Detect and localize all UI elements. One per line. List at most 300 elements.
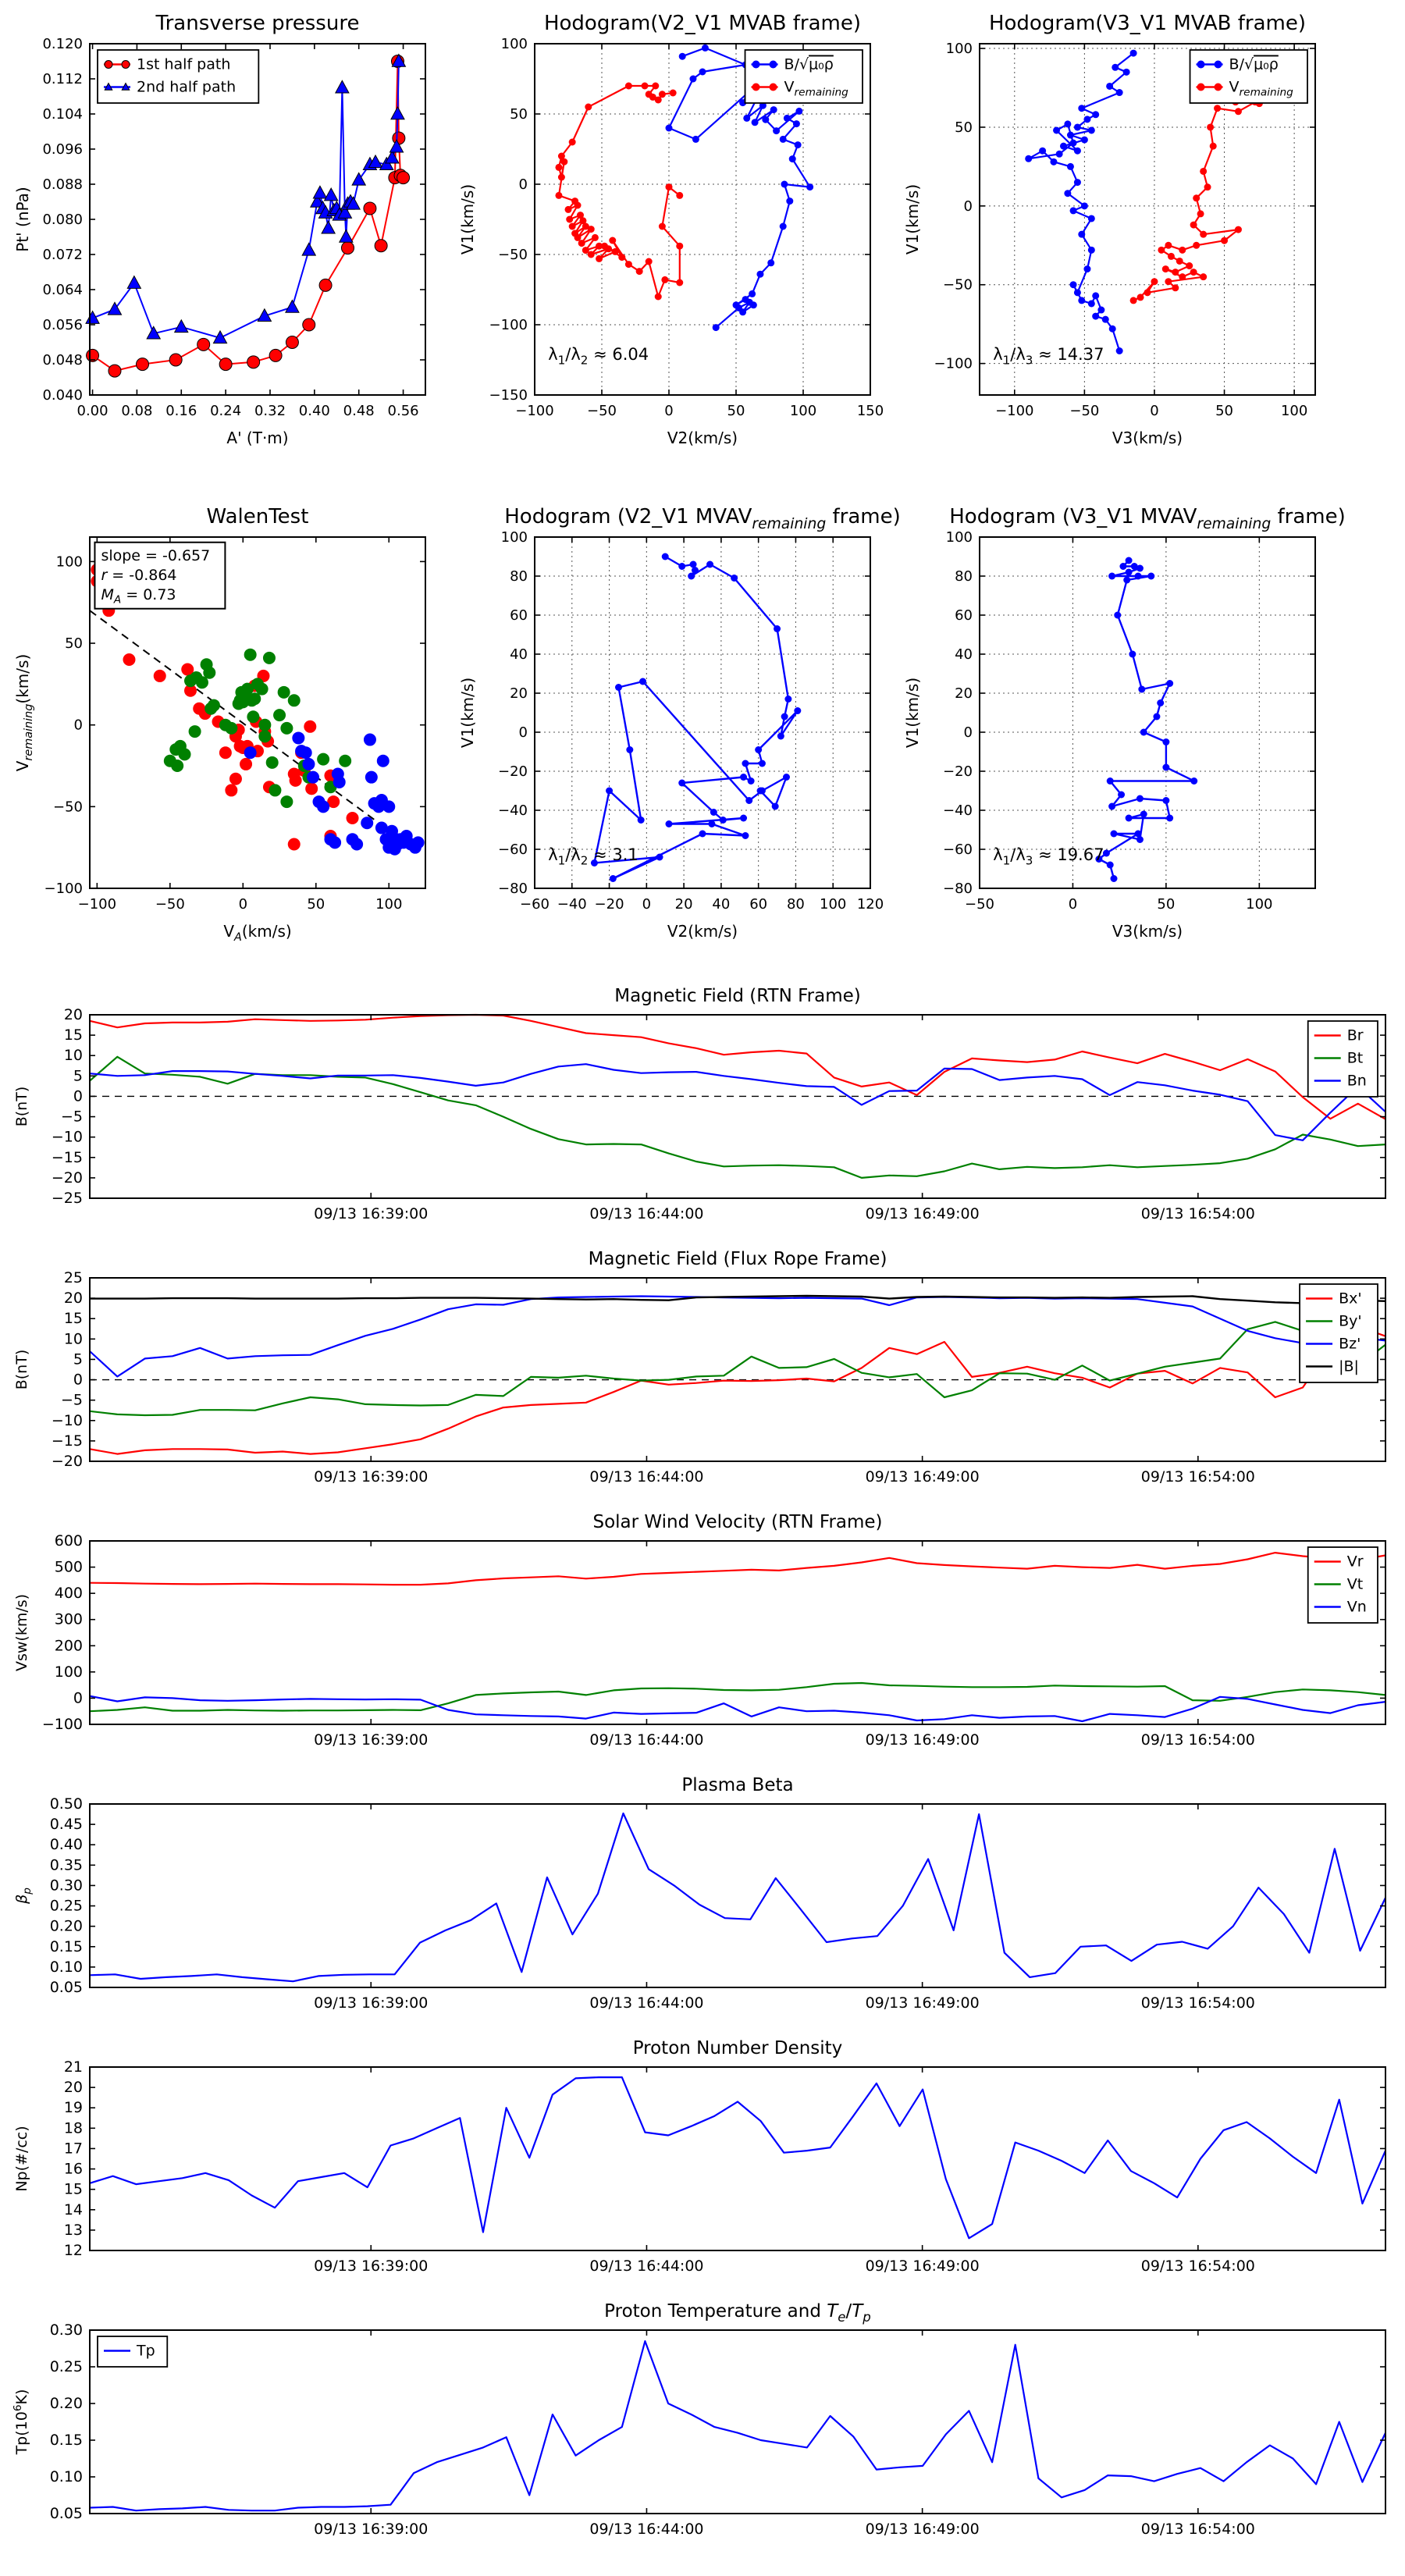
marker-dot [770, 61, 777, 69]
proton-density-ylabel: Np(#/cc) [13, 2126, 30, 2192]
y-tick-label: −150 [489, 387, 528, 404]
marker-dot [1025, 155, 1032, 162]
marker-dot [1088, 300, 1095, 307]
legend-label: Br [1346, 1026, 1364, 1044]
marker-dot [783, 774, 790, 781]
marker-dot [347, 812, 359, 824]
marker-dot [780, 136, 787, 143]
y-tick-label: 0.35 [49, 1856, 83, 1874]
series-V-hodogram-markers [1095, 557, 1197, 883]
marker-dot [1158, 247, 1165, 254]
marker-dot [317, 800, 329, 813]
marker-dot [1123, 69, 1130, 76]
marker-dot [762, 116, 769, 123]
legend-label: Tp [137, 2342, 155, 2360]
bfield-rtn-svg [0, 980, 1405, 1237]
y-tick-label: −50 [53, 799, 83, 816]
marker-dot [1126, 557, 1133, 564]
marker-dot [743, 115, 750, 122]
marker-dot [748, 777, 755, 785]
hodogram-v2v1-mvab-svg [453, 6, 905, 494]
panel-hodogram-v3v1-mvab [898, 6, 1350, 494]
y-tick-label: 0.20 [49, 1917, 83, 1935]
marker-dot [244, 746, 257, 759]
y-tick-label: 100 [55, 553, 83, 571]
marker-dot [692, 567, 699, 574]
walen-test-xlabel: $V_A(km/s)$ [223, 922, 292, 945]
hodogram-v3v1-mvav-svg [898, 500, 1350, 991]
marker-dot [772, 803, 779, 810]
marker-triangle [86, 311, 99, 324]
marker-dot [789, 155, 796, 162]
marker-dot [339, 755, 351, 767]
marker-dot [555, 192, 562, 199]
y-tick-label: 10 [63, 1047, 83, 1065]
y-tick-label: 0.05 [49, 2505, 83, 2522]
marker-triangle [127, 276, 140, 289]
marker-dot [656, 854, 663, 861]
y-tick-label: 20 [63, 1290, 83, 1308]
marker-dot [756, 271, 763, 278]
marker-dot [752, 84, 760, 91]
solar-wind-velocity-svg [0, 1506, 1405, 1763]
marker-dot [1179, 273, 1186, 280]
legend-label: By' [1339, 1312, 1362, 1330]
marker-dot [1197, 210, 1204, 217]
x-tick-label: −20 [594, 896, 624, 913]
marker-dot [784, 115, 791, 122]
marker-circle [319, 279, 332, 291]
y-tick-label: 10 [63, 1330, 83, 1348]
x-tick-label: 09/13 16:44:00 [589, 1994, 704, 2012]
marker-dot [219, 746, 232, 759]
x-tick-label: 100 [1246, 896, 1273, 913]
y-tick-label: 0.10 [49, 1958, 83, 1976]
x-tick-label: 09/13 16:54:00 [1140, 2258, 1255, 2275]
marker-dot [1064, 190, 1071, 197]
bfield-fluxrope-series [90, 1296, 1385, 1454]
y-tick-label: 100 [945, 529, 973, 546]
hodogram-v3v1-mvab-title: Hodogram(V3_V1 MVAB frame) [988, 12, 1307, 35]
y-tick-label: −40 [943, 802, 973, 819]
y-tick-label: 100 [54, 1663, 83, 1681]
marker-dot [662, 553, 669, 560]
marker-circle [397, 172, 410, 184]
marker-dot [565, 206, 572, 213]
y-tick-label: −10 [51, 1411, 83, 1429]
marker-dot [1221, 237, 1228, 244]
marker-triangle [286, 301, 299, 313]
marker-dot [1111, 875, 1118, 882]
marker-dot [678, 563, 685, 570]
y-tick-label: 0.112 [42, 71, 83, 87]
marker-dot [1200, 231, 1207, 238]
marker-dot [774, 625, 781, 632]
series-V-remaining-hodogram-markers [1130, 89, 1263, 304]
marker-dot [1162, 764, 1169, 771]
marker-dot [171, 760, 183, 772]
marker-dot [317, 753, 329, 766]
marker-dot [329, 836, 341, 849]
marker-dot [1083, 265, 1090, 272]
panel-solar-wind-velocity [0, 1506, 1405, 1763]
marker-dot [742, 760, 749, 767]
marker-dot [1088, 126, 1095, 133]
y-tick-label: 0.05 [49, 1979, 83, 1996]
x-tick-label: 09/13 16:39:00 [314, 1468, 429, 1485]
y-tick-label: 100 [500, 36, 528, 52]
x-tick-label: 09/13 16:44:00 [589, 1205, 704, 1222]
axes-frame [90, 1541, 1385, 1724]
marker-dot [596, 255, 603, 262]
marker-dot [361, 817, 373, 829]
legend-label: Bz' [1339, 1335, 1361, 1353]
marker-circle [137, 358, 149, 371]
legend-label: Vt [1346, 1575, 1364, 1593]
y-tick-label: −40 [498, 802, 528, 819]
marker-dot [179, 748, 191, 760]
solar-wind-velocity-ylabel: Vsw(km/s) [13, 1593, 30, 1672]
marker-dot [1207, 123, 1214, 130]
marker-dot [225, 722, 237, 735]
marker-dot [755, 746, 762, 753]
marker-dot [1162, 738, 1169, 745]
marker-dot [585, 104, 592, 111]
marker-triangle [322, 221, 335, 233]
panel-bfield-rtn [0, 980, 1405, 1237]
marker-triangle [340, 230, 353, 243]
marker-dot [655, 294, 662, 301]
solar-wind-velocity-legend [1308, 1547, 1378, 1623]
hodogram-v3v1-mvav-title: Hodogram (V3_V1 $MVAV_{remaining}$ frame) [949, 505, 1346, 532]
transverse-pressure-xlabel: A' (T·m) [226, 429, 289, 447]
marker-dot [1129, 651, 1136, 658]
marker-dot [592, 234, 599, 241]
y-tick-label: 0.30 [49, 1877, 83, 1895]
marker-dot [639, 678, 646, 685]
y-tick-label: 50 [955, 119, 973, 136]
y-tick-label: 0.50 [49, 1795, 83, 1813]
marker-dot [688, 573, 695, 580]
marker-dot [689, 76, 696, 83]
x-tick-label: 09/13 16:39:00 [314, 2258, 429, 2275]
marker-dot [625, 261, 632, 268]
marker-dot [1200, 168, 1207, 175]
panel-plasma-beta [0, 1769, 1405, 2026]
marker-dot [699, 69, 706, 76]
marker-dot [601, 243, 608, 250]
marker-dot [666, 125, 673, 132]
marker-dot [240, 758, 252, 770]
marker-dot [1116, 347, 1123, 354]
bfield-rtn-title: Magnetic Field (RTN Frame) [614, 986, 861, 1006]
marker-dot [642, 83, 649, 90]
marker-dot [759, 760, 766, 767]
y-tick-label: 0.120 [42, 36, 83, 52]
panel-proton-temperature [0, 2295, 1405, 2553]
plasma-beta-ylabel: $\beta_p$ [13, 1888, 34, 1904]
x-tick-label: 09/13 16:44:00 [589, 1731, 704, 1749]
hodogram-v3v1-mvav-annotation: $\lambda_1/\lambda_3 \approx 19.67$ [993, 845, 1104, 868]
x-tick-label: 0 [238, 896, 248, 913]
x-tick-label: 40 [712, 896, 731, 913]
y-tick-label: −80 [943, 881, 973, 897]
marker-dot [1081, 137, 1088, 144]
proton-density-svg [0, 2032, 1405, 2290]
y-tick-label: −10 [51, 1128, 83, 1146]
marker-dot [1060, 143, 1067, 150]
marker-dot [290, 774, 302, 787]
x-tick-label: 09/13 16:49:00 [865, 2258, 980, 2275]
marker-dot [258, 730, 271, 742]
bfield-fluxrope-ylabel: B(nT) [13, 1349, 30, 1390]
y-tick-label: 80 [510, 568, 528, 585]
marker-dot [1235, 226, 1242, 233]
series-V-hodogram-markers [591, 553, 801, 883]
marker-dot [247, 710, 259, 723]
marker-dot [710, 809, 717, 816]
proton-temperature-svg [0, 2295, 1405, 2553]
marker-dot [666, 820, 673, 827]
transverse-pressure-legend [98, 50, 258, 103]
marker-dot [770, 106, 777, 113]
y-tick-label: 0.072 [42, 247, 83, 263]
marker-dot [794, 707, 801, 714]
marker-dot [777, 733, 784, 740]
marker-dot [659, 91, 666, 98]
y-tick-label: −25 [51, 1190, 83, 1207]
y-tick-label: 21 [63, 2058, 83, 2076]
marker-dot [1165, 278, 1172, 285]
y-tick-label: 0.096 [42, 141, 83, 158]
marker-dot [1147, 573, 1154, 580]
hodogram-v2v1-mvav-xlabel: V2(km/s) [667, 922, 738, 941]
x-tick-label: 0.08 [121, 403, 153, 419]
proton-temperature-legend [98, 2336, 167, 2367]
x-tick-label: 100 [375, 896, 403, 913]
marker-dot [1153, 713, 1160, 720]
legend-label: B/√μ₀ρ [1229, 55, 1279, 73]
y-tick-label: 0 [73, 1689, 83, 1707]
bfield-fluxrope-title: Magnetic Field (Flux Rope Frame) [588, 1249, 887, 1269]
marker-dot [806, 183, 813, 190]
marker-dot [569, 139, 576, 146]
marker-dot [229, 773, 242, 785]
x-tick-label: 09/13 16:54:00 [1140, 1205, 1255, 1222]
marker-dot [1092, 292, 1099, 299]
hodogram-v3v1-mvab-xlabel: V3(km/s) [1112, 429, 1183, 447]
annotation-line: r = -0.864 [101, 566, 177, 584]
marker-dot [588, 226, 595, 233]
marker-dot [1078, 231, 1085, 238]
marker-dot [609, 237, 616, 244]
marker-dot [1138, 686, 1145, 693]
y-tick-label: 13 [63, 2221, 83, 2239]
series-V-remaining-hodogram-markers [555, 83, 683, 301]
hodogram-v2v1-mvav-ylabel: V1(km/s) [458, 677, 477, 749]
y-tick-label: 5 [73, 1067, 83, 1085]
y-tick-label: 0.45 [49, 1816, 83, 1834]
axes-frame [90, 1015, 1385, 1198]
marker-dot [208, 699, 220, 712]
marker-dot [1123, 577, 1130, 584]
y-tick-label: 100 [500, 529, 528, 546]
hodogram-v2v1-mvab-annotation: $\lambda_1/\lambda_2 \approx 6.04$ [548, 345, 649, 368]
marker-dot [767, 259, 774, 266]
y-tick-label: 20 [63, 1006, 83, 1023]
marker-dot [1092, 313, 1099, 320]
y-tick-label: 18 [63, 2119, 83, 2137]
series-B-hodogram-markers [1025, 50, 1136, 354]
marker-dot [566, 216, 573, 223]
legend-label: 2nd half path [137, 78, 237, 96]
marker-dot [1119, 563, 1126, 570]
marker-dot [676, 192, 683, 199]
y-tick-label: 50 [65, 635, 83, 653]
hodogram-v2v1-mvab-title: Hodogram(V2_V1 MVAB frame) [543, 12, 862, 35]
marker-dot [1108, 803, 1115, 810]
x-tick-label: 09/13 16:39:00 [314, 2521, 429, 2538]
marker-dot [679, 53, 686, 60]
marker-dot [1078, 297, 1085, 304]
hodogram-v3v1-mvab-annotation: $\lambda_1/\lambda_3 \approx 14.37$ [993, 345, 1104, 368]
y-tick-label: 100 [945, 41, 973, 58]
legend-label: |B| [1339, 1357, 1359, 1375]
walen-test-svg [8, 500, 461, 991]
marker-circle [286, 336, 298, 349]
x-tick-label: −40 [557, 896, 587, 913]
proton-density-series [90, 2077, 1385, 2238]
marker-dot [1130, 50, 1137, 57]
x-tick-label: 09/13 16:54:00 [1140, 1994, 1255, 2012]
marker-dot [288, 838, 301, 850]
marker-dot [1116, 89, 1123, 96]
marker-dot [1053, 126, 1060, 133]
y-tick-label: −15 [51, 1148, 83, 1166]
series-Bn [90, 1064, 1385, 1140]
marker-dot [786, 197, 793, 205]
x-tick-label: −100 [995, 403, 1034, 419]
proton-temperature-title: Proton Temperature and $T_e/T_p$ [604, 2301, 871, 2325]
marker-dot [740, 815, 747, 822]
axes-frame [90, 1804, 1385, 1987]
marker-dot [733, 301, 740, 308]
marker-dot [706, 561, 713, 568]
transverse-pressure-title: Transverse pressure [155, 12, 360, 35]
marker-dot [1144, 289, 1151, 296]
y-tick-label: 20 [63, 2079, 83, 2097]
series-Vt [90, 1683, 1385, 1711]
x-tick-label: −60 [520, 896, 550, 913]
marker-dot [1109, 326, 1116, 333]
marker-dot [1050, 158, 1057, 165]
marker-circle [122, 61, 130, 69]
x-tick-label: 0.24 [210, 403, 242, 419]
x-tick-label: 50 [727, 403, 745, 419]
marker-dot [578, 240, 585, 247]
hodogram-v3v1-mvab-svg [898, 6, 1350, 494]
marker-dot [757, 788, 764, 795]
x-tick-label: 100 [1280, 403, 1308, 419]
marker-dot [1126, 815, 1133, 822]
legend-label: Vn [1346, 1598, 1367, 1616]
plasma-beta-title: Plasma Beta [681, 1775, 794, 1795]
x-tick-label: −50 [587, 403, 617, 419]
marker-dot [1166, 680, 1173, 687]
marker-dot [244, 649, 257, 661]
marker-dot [1135, 831, 1142, 838]
marker-triangle [175, 320, 188, 333]
proton-density-title: Proton Number Density [632, 2038, 843, 2058]
hodogram-v3v1-mvab-legend [1190, 50, 1307, 103]
marker-dot [203, 667, 215, 679]
y-tick-label: 0.104 [42, 106, 83, 123]
marker-dot [1083, 116, 1090, 123]
marker-dot [263, 652, 276, 664]
y-tick-label: 19 [63, 2099, 83, 2117]
x-tick-label: −50 [155, 896, 185, 913]
marker-dot [610, 875, 617, 882]
y-tick-label: 0.15 [49, 1937, 83, 1955]
marker-dot [280, 795, 293, 808]
marker-dot [1107, 862, 1114, 869]
marker-dot [569, 223, 576, 230]
series-Np [90, 2077, 1385, 2238]
marker-dot [1157, 699, 1164, 706]
marker-dot [1215, 84, 1222, 91]
marker-dot [1176, 258, 1183, 265]
y-tick-label: 0.088 [42, 176, 83, 193]
marker-dot [278, 686, 290, 699]
x-tick-label: −50 [965, 896, 994, 913]
marker-dot [626, 746, 633, 753]
marker-dot [773, 127, 780, 134]
marker-dot [1215, 61, 1222, 69]
marker-dot [618, 254, 625, 261]
y-tick-label: 0.048 [42, 352, 83, 368]
x-tick-label: −100 [77, 896, 117, 913]
legend-label: $V_{remaining}$ [784, 78, 848, 99]
y-tick-label: 15 [63, 2180, 83, 2198]
marker-dot [1092, 111, 1099, 118]
marker-dot [1193, 242, 1200, 249]
marker-triangle [391, 107, 404, 119]
series-fit-line [90, 610, 421, 854]
marker-dot [1130, 297, 1137, 304]
marker-dot [189, 725, 201, 738]
marker-circle [375, 240, 387, 252]
marker-dot [269, 784, 281, 796]
y-tick-label: 0 [518, 176, 528, 193]
y-tick-label: 0.040 [42, 387, 83, 404]
marker-dot [300, 746, 312, 759]
marker-dot [646, 91, 653, 98]
y-tick-label: 0 [518, 724, 528, 741]
series-Br [90, 1015, 1385, 1119]
marker-dot [574, 234, 582, 241]
x-tick-label: 09/13 16:49:00 [865, 2521, 980, 2538]
marker-dot [1126, 569, 1133, 576]
marker-dot [1190, 269, 1197, 276]
proton-temperature-ylabel: $Tp(10^6K)$ [11, 2389, 30, 2455]
marker-dot [670, 90, 677, 97]
marker-dot [154, 670, 166, 682]
marker-dot [273, 709, 286, 721]
marker-dot [659, 223, 666, 230]
marker-dot [1118, 792, 1125, 799]
marker-dot [661, 276, 668, 283]
y-tick-label: 40 [955, 646, 973, 663]
